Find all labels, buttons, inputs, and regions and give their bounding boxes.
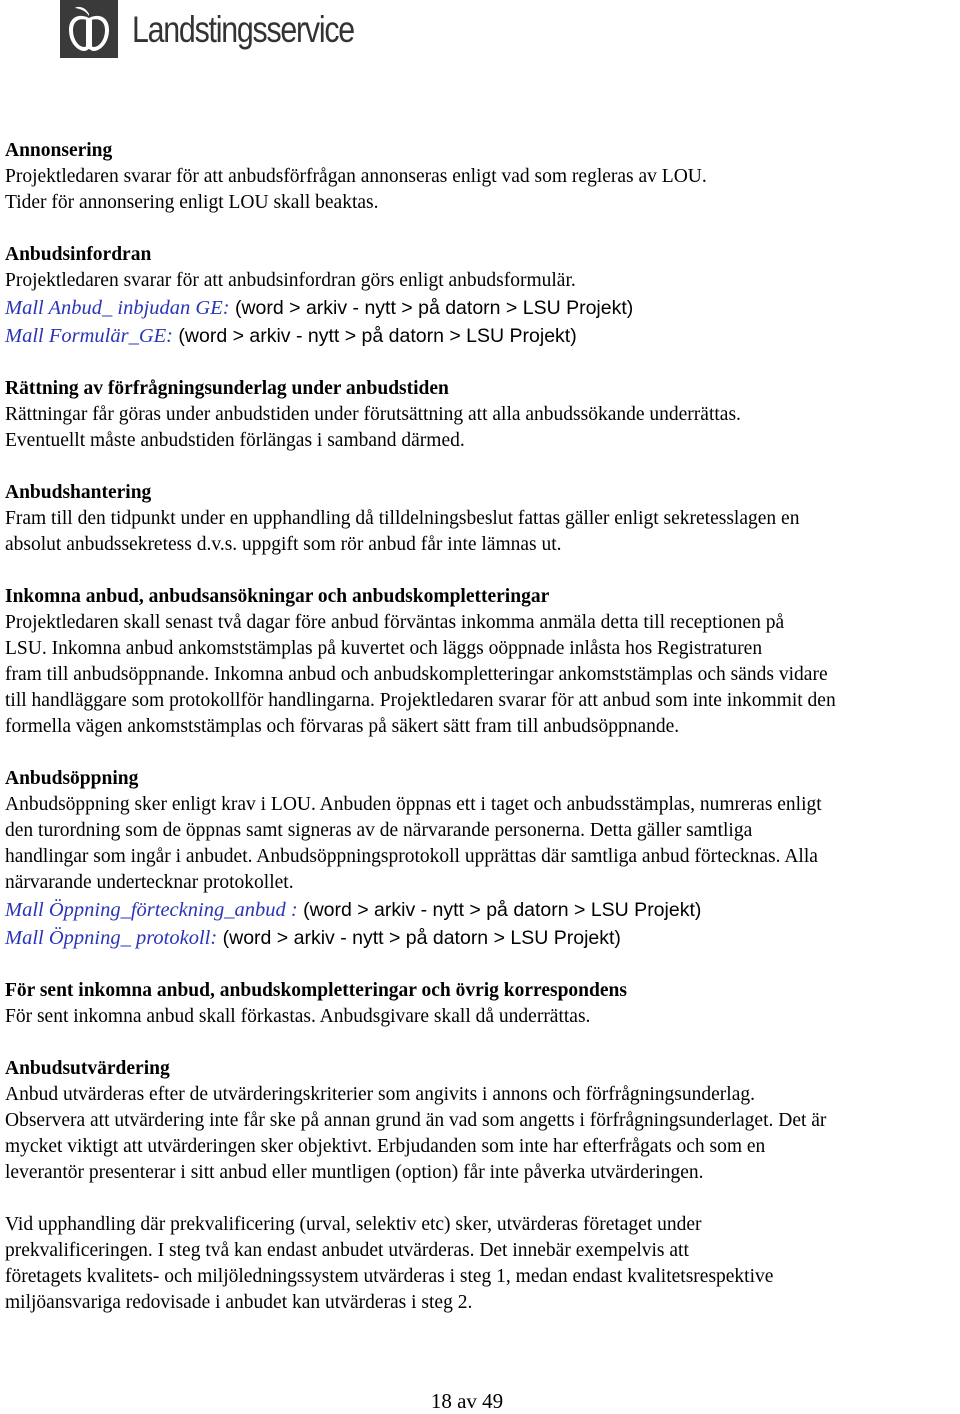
template-reference — [5, 322, 960, 350]
paragraph-line: För sent inkomna anbud skall förkastas. Anbudsgivare skall då underrättas. — [5, 1006, 591, 1027]
header-logo — [60, 0, 403, 58]
paragraph-line: Anbud utvärderas efter de utvärderingskriterier som angivits i annons och förfrågningsunderlag. — [5, 1084, 755, 1105]
logo-text: Landstingsservice — [132, 8, 354, 50]
paragraph-line: Projektledaren svarar för att anbudsförfrågan annonseras enligt vad som regleras av LOU. — [5, 166, 707, 187]
section-heading: För sent inkomna anbud, anbudskompletteringar och övrig korrespondens — [5, 980, 627, 1001]
section-anbudshantering — [5, 480, 960, 558]
paragraph-line: Fram till den tidpunkt under en upphandling då tilldelningsbeslut fattas gäller enligt sekretesslagen en — [5, 508, 800, 529]
section-heading: Anbudsutvärdering — [5, 1058, 170, 1079]
paragraph-line: formella vägen ankomststämplas och förvaras på säkert sätt fram till anbudsöppnande. — [5, 716, 680, 737]
apple-logo-icon — [60, 0, 118, 58]
paragraph-line: Rättningar får göras under anbudstiden under förutsättning att alla anbudssökande underrättas. — [5, 404, 741, 425]
paragraph-line: prekvalificeringen. I steg två kan endast anbudet utvärderas. Det innebär exempelvis att — [5, 1240, 689, 1261]
section-anbudsutvardering — [5, 1056, 960, 1186]
section-heading: Anbudsinfordran — [5, 244, 152, 265]
paragraph-line: fram till anbudsöppnande. Inkomna anbud och anbudskompletteringar ankomststämplas och sänds vidare — [5, 664, 828, 685]
paragraph-line: Tider för annonsering enligt LOU skall beaktas. — [5, 192, 379, 213]
template-path: (word > arkiv - nytt > på datorn > LSU Projekt) — [172, 325, 577, 347]
template-link[interactable]: Mall Anbud_ inbjudan GE: — [5, 297, 230, 319]
paragraph-line: Observera att utvärdering inte får ske på annan grund än vad som angetts i förfrågningsunderlaget. Det är — [5, 1110, 827, 1131]
page-number: 18 av 49 — [430, 1389, 504, 1413]
paragraph-line: företagets kvalitets- och miljöledningssystem utvärderas i steg 1, medan endast kvalitetsrespektive — [5, 1266, 774, 1287]
template-path: (word > arkiv - nytt > på datorn > LSU Projekt) — [217, 927, 621, 949]
section-anbudsinfordran — [5, 242, 960, 350]
paragraph-line: Eventuellt måste anbudstiden förlängas i samband därmed. — [5, 430, 465, 451]
section-heading: Inkomna anbud, anbudsansökningar och anbudskompletteringar — [5, 586, 550, 607]
paragraph-line: närvarande undertecknar protokollet. — [5, 872, 294, 893]
section-inkomna-anbud — [5, 584, 960, 740]
section-heading: Annonsering — [5, 140, 113, 161]
paragraph-line: Vid upphandling där prekvalificering (urval, selektiv etc) sker, utvärderas företaget under — [5, 1214, 702, 1235]
paragraph-line: den turordning som de öppnas samt signeras av de närvarande personerna. Detta gäller samtliga — [5, 820, 753, 841]
template-path: (word > arkiv - nytt > på datorn > LSU Projekt) — [297, 899, 702, 921]
section-heading: Anbudshantering — [5, 482, 152, 503]
template-link[interactable]: Mall Öppning_ protokoll: — [5, 927, 218, 949]
section-heading: Anbudsöppning — [5, 768, 139, 789]
paragraph-line: till handläggare som protokollför handlingarna. Projektledaren svarar för att anbud som inte inkommit den — [5, 690, 836, 711]
paragraph-line: LSU. Inkomna anbud ankomststämplas på kuvertet och läggs oöppnade inlåsta hos Registraturen — [5, 638, 763, 659]
paragraph-line: miljöansvariga redovisade i anbudet kan utvärderas i steg 2. — [5, 1292, 473, 1313]
paragraph-line: leverantör presenterar i sitt anbud eller muntligen (option) får inte påverka utvärderingen. — [5, 1162, 704, 1183]
document-body — [5, 138, 960, 1342]
section-prekvalificering — [5, 1212, 960, 1316]
section-heading: Rättning av förfrågningsunderlag under anbudstiden — [5, 378, 449, 399]
template-reference — [5, 896, 960, 924]
template-reference — [5, 294, 960, 322]
paragraph-line: absolut anbudssekretess d.v.s. uppgift som rör anbud får inte lämnas ut. — [5, 534, 562, 555]
template-link[interactable]: Mall Formulär_GE: — [5, 325, 173, 347]
section-rattning — [5, 376, 960, 454]
paragraph-line: Projektledaren svarar för att anbudsinfordran görs enligt anbudsformulär. — [5, 270, 576, 291]
section-annonsering — [5, 138, 960, 216]
section-anbudsoppning — [5, 766, 960, 952]
paragraph-line: handlingar som ingår i anbudet. Anbudsöppningsprotokoll upprättas där samtliga anbud förtecknas. Alla — [5, 846, 818, 867]
template-reference — [5, 924, 960, 952]
paragraph-line: Anbudsöppning sker enligt krav i LOU. Anbuden öppnas ett i taget och anbudsstämplas, numreras enligt — [5, 794, 822, 815]
template-path: (word > arkiv - nytt > på datorn > LSU Projekt) — [229, 297, 634, 319]
paragraph-line: Projektledaren skall senast två dagar före anbud förväntas inkomma anmäla detta till receptionen på — [5, 612, 785, 633]
section-for-sent-inkomna — [5, 978, 960, 1030]
template-link[interactable]: Mall Öppning_förteckning_anbud : — [5, 899, 298, 921]
paragraph-line: mycket viktigt att utvärderingen sker objektivt. Erbjudanden som inte har efterfrågats och som en — [5, 1136, 766, 1157]
